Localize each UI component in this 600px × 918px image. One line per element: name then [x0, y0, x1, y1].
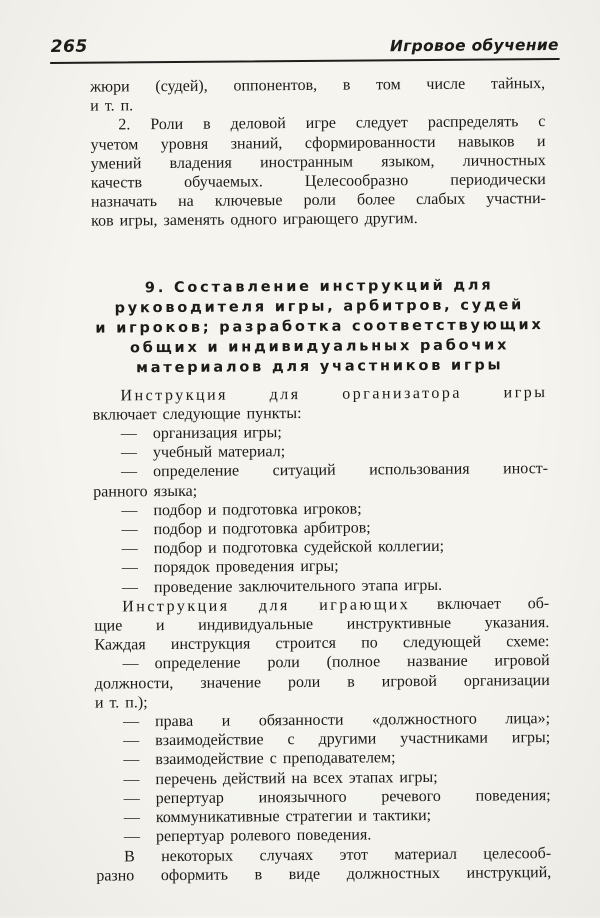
- emphasized-spaced-text: Инструкция для играющих: [122, 595, 411, 616]
- list-item: — взаимодействие с другими участниками игры;: [123, 729, 551, 750]
- page-number: 265: [50, 36, 88, 57]
- list-item: — определение роли (полное название игровой: [122, 652, 550, 673]
- text-line: ков игры, заменять одного играющего другим.: [91, 210, 418, 231]
- text-line: 2. Роли в деловой игре следует распределять с: [118, 113, 546, 134]
- plain-text: включает об-: [436, 594, 550, 613]
- text-line: Каждая инструкция строится по следующей схеме:: [94, 633, 550, 654]
- list-item: — организация игры;: [120, 424, 282, 443]
- text-line: [92, 383, 547, 406]
- list-item: — определение ситуаций использования иност-: [121, 460, 549, 481]
- list-item: — права и обязанности «должностного лица»;: [123, 710, 551, 731]
- list-item: — подбор и подготовка судейской коллегии;: [121, 538, 445, 558]
- section-heading: [92, 275, 548, 379]
- list-item-continuation: должности, значение роли в игровой организации: [94, 671, 550, 693]
- text-line: В некоторых случаях этот материал целесооб-: [124, 844, 552, 865]
- list-item: — подбор и подготовка арбитров;: [121, 519, 371, 539]
- running-title: Игровое обучение: [389, 35, 559, 56]
- text-line: учетом уровня знаний, сформированности навыков и: [90, 132, 546, 154]
- text-line: разно оформить в виде должностных инструкций,: [96, 863, 552, 885]
- list-item-continuation: ранного языка;: [93, 482, 198, 501]
- emphasized-spaced-text: Инструкция для организатора игры: [120, 383, 548, 405]
- text-line: включает следующие пункты:: [92, 404, 302, 424]
- list-item: — коммуникативные стратегии и тактики;: [123, 807, 432, 827]
- text-line: жюри (судей), оппонентов, в том числе тайных,: [90, 75, 546, 96]
- list-item-continuation: и т. п.);: [94, 694, 148, 712]
- section-heading-line: материалов для участников игры: [136, 357, 504, 376]
- list-item: — взаимодействие с преподавателем;: [123, 749, 396, 769]
- text-column: [90, 74, 551, 885]
- section-heading-line: 9. Составление инструкций для: [144, 277, 494, 296]
- list-item: — подбор и подготовка игроков;: [121, 500, 362, 520]
- text-line: и т. п.: [90, 97, 134, 115]
- list-item: — перечень действий на всех этапах игры;: [123, 768, 438, 789]
- list-item: — репертуар ролевого поведения.: [123, 826, 372, 846]
- section-heading-line: и игроков; разработка соответствующих: [95, 316, 544, 337]
- section-heading-line: общих и индивидуальных рабочих: [129, 336, 510, 356]
- text-line: умений владения иностранным языком, личностных: [90, 151, 546, 173]
- list-item: — проведение заключительного этапа игры.: [121, 576, 443, 597]
- text-line: назначать на ключевые роли более слабых участни-: [90, 190, 547, 211]
- list-item: — учебный материал;: [120, 443, 286, 462]
- header-rule: [50, 58, 560, 64]
- text-line: щие и индивидуальные инструктивные указания.: [94, 614, 550, 635]
- list-item: — репертуар иноязычного речевого поведения;: [123, 786, 551, 808]
- section-heading-line: руководителя игры, арбитров, судей: [114, 296, 525, 317]
- list-item: — порядок проведения игры;: [121, 558, 339, 577]
- text-line: качеств обучаемых. Целесообразно периодически: [90, 171, 546, 192]
